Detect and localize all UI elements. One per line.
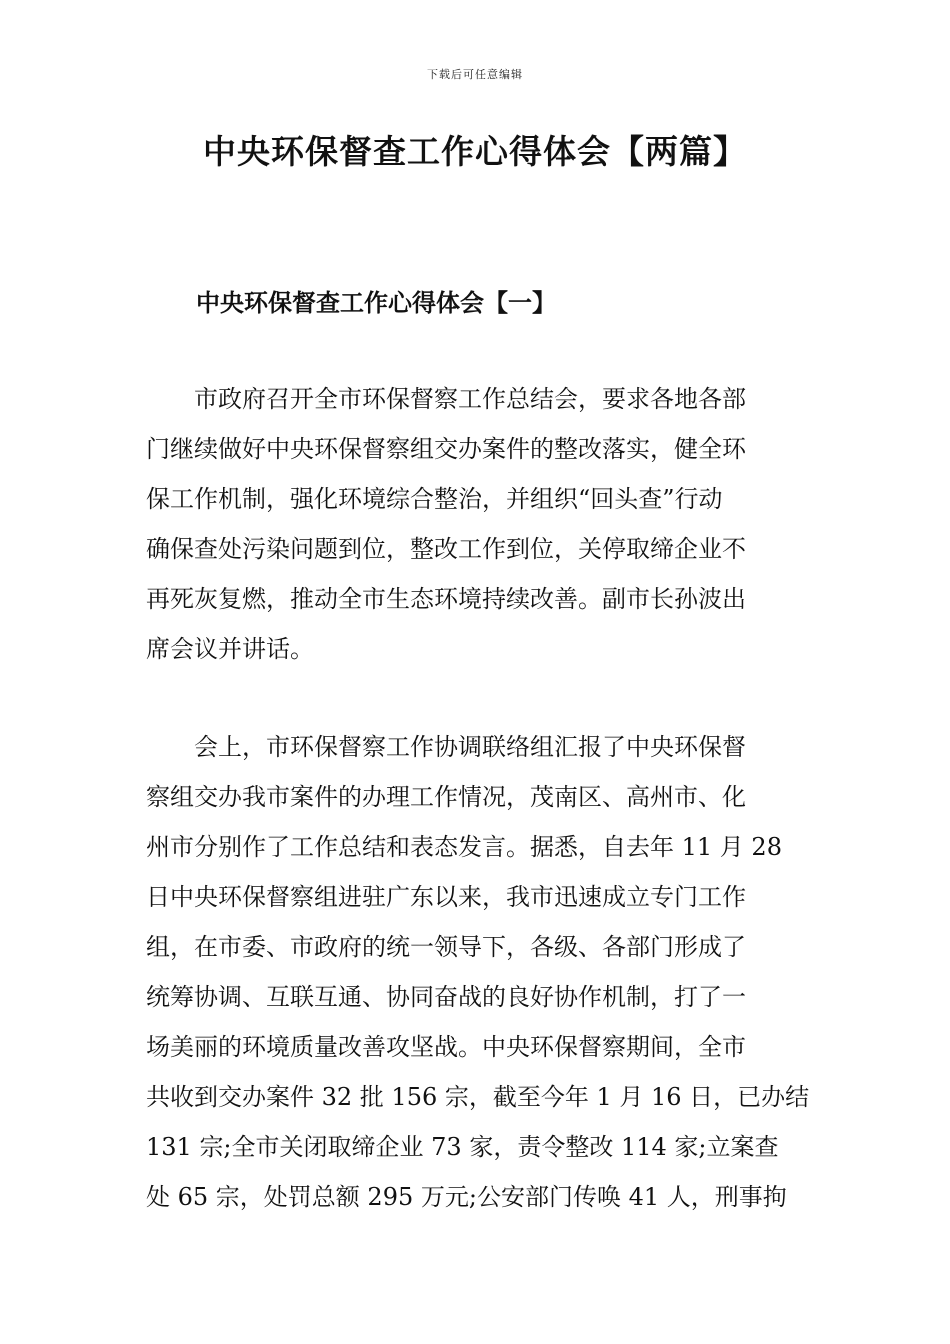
paragraph-line: 再死灰复燃，推动全市生态环境持续改善。副市长孙波出 [146,585,746,613]
paragraph-2 [146,722,808,1222]
header-note: 下载后可任意编辑 [427,68,523,81]
paragraph-line: 会上，市环保督察工作协调联络组汇报了中央环保督 [146,733,746,761]
paragraph-line: 市政府召开全市环保督察工作总结会，要求各地各部 [146,385,746,413]
document-title: 中央环保督查工作心得体会【两篇】 [203,132,747,171]
paragraph-line: 处 65 宗，处罚总额 295 万元;公安部门传唤 41 人，刑事拘 [146,1183,787,1211]
paragraph-line: 确保查处污染问题到位，整改工作到位，关停取缔企业不 [146,535,746,563]
paragraph-line: 日中央环保督察组进驻广东以来，我市迅速成立专门工作 [146,883,746,911]
paragraph-line: 组，在市委、市政府的统一领导下，各级、各部门形成了 [146,933,746,961]
paragraph-line: 保工作机制，强化环境综合整治，并组织“回头查”行动 [146,485,723,513]
paragraph-line: 场美丽的环境质量改善攻坚战。中央环保督察期间，全市 [146,1033,746,1061]
paragraph-line: 州市分别作了工作总结和表态发言。据悉，自去年 11 月 28 [146,833,782,861]
paragraph-1 [146,374,808,674]
paragraph-line: 统筹协调、互联互通、协同奋战的良好协作机制，打了一 [146,983,746,1011]
section-heading: 中央环保督查工作心得体会【一】 [196,288,556,317]
paragraph-line: 共收到交办案件 32 批 156 宗，截至今年 1 月 16 日，已办结 [146,1083,810,1111]
paragraph-line: 察组交办我市案件的办理工作情况，茂南区、高州市、化 [146,783,746,811]
paragraph-line: 131 宗;全市关闭取缔企业 73 家，责令整改 114 家;立案查 [146,1133,779,1161]
paragraph-line: 门继续做好中央环保督察组交办案件的整改落实，健全环 [146,435,746,463]
paragraph-line: 席会议并讲话。 [146,635,314,663]
